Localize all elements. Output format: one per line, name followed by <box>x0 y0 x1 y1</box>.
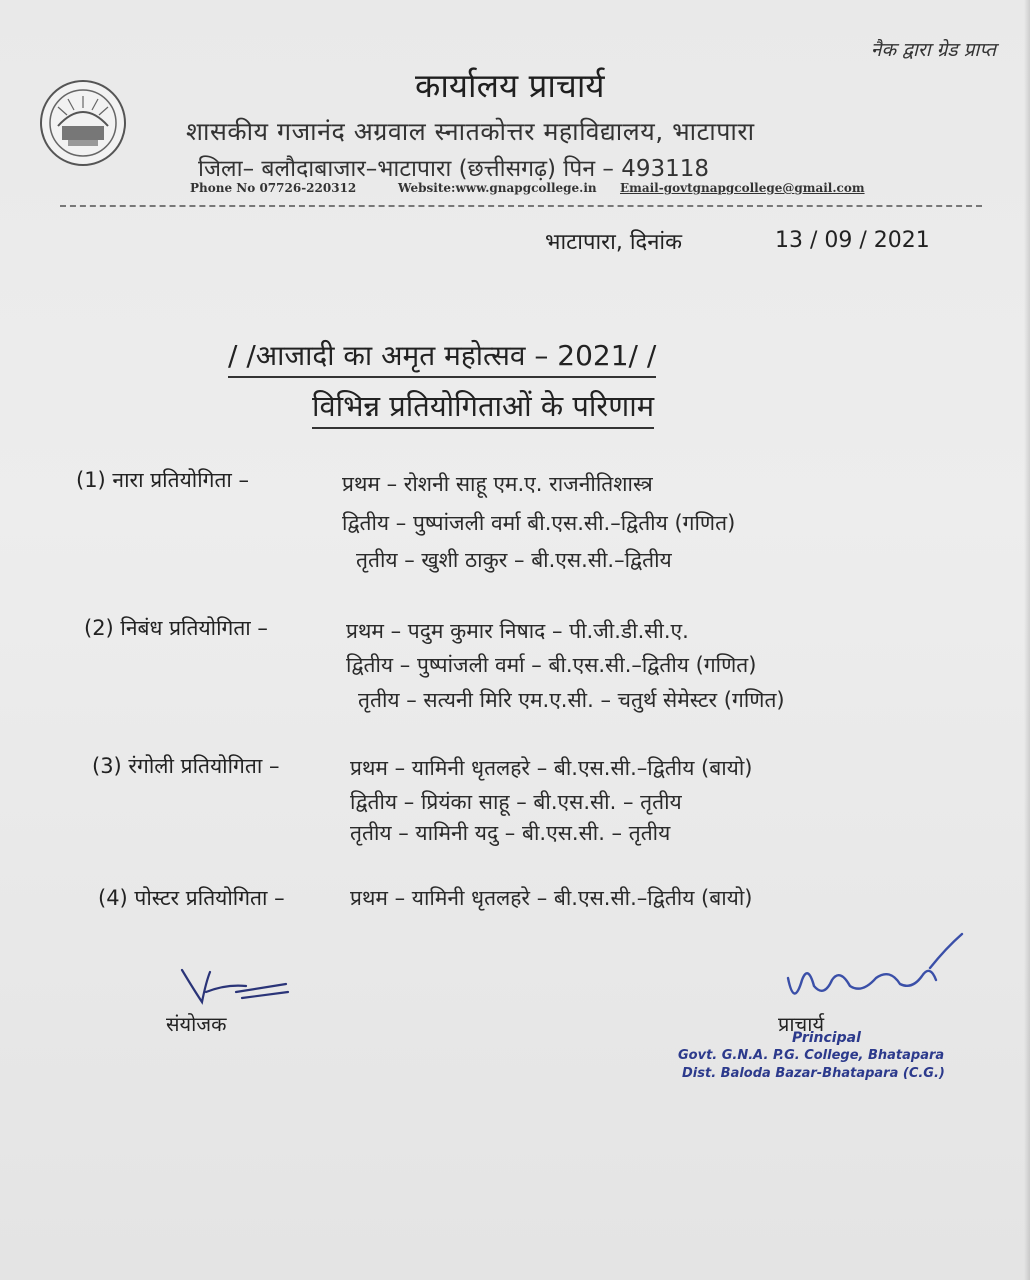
competition-label-slogan: (1) नारा प्रतियोगिता – <box>76 468 250 492</box>
district-address: जिला– बलौदाबाजार–भाटापारा (छत्तीसगढ़) पिन – 493118 <box>198 156 710 182</box>
results-title: विभिन्न प्रतियोगिताओं के परिणाम <box>312 386 654 429</box>
result-line: तृतीय – खुशी ठाकुर – बी.एस.सी.–द्वितीय <box>356 548 672 572</box>
page-edge-shadow <box>1024 0 1030 1280</box>
principal-signature <box>780 928 970 1012</box>
office-title: कार्यालय प्राचार्य <box>415 66 605 105</box>
result-line: द्वितीय – पुष्पांजली वर्मा – बी.एस.सी.–द्वितीय (गणित) <box>346 653 757 677</box>
naac-grade-note: नैक द्वारा ग्रेड प्राप्त <box>870 39 996 61</box>
phone-number: Phone No 07726-220312 <box>190 181 357 195</box>
result-line: द्वितीय – प्रियंका साहू – बी.एस.सी. – तृतीय <box>350 790 682 814</box>
principal-label: प्राचार्य <box>778 1012 825 1036</box>
competition-label-rangoli: (3) रंगोली प्रतियोगिता – <box>92 754 280 778</box>
result-line: प्रथम – यामिनी धृतलहरे – बी.एस.सी.–द्वितीय (बायो) <box>350 756 753 780</box>
header-divider <box>60 205 982 207</box>
result-line: द्वितीय – पुष्पांजली वर्मा बी.एस.सी.–द्वितीय (गणित) <box>342 511 736 535</box>
convener-signature <box>176 962 296 1010</box>
competition-label-essay: (2) निबंध प्रतियोगिता – <box>84 616 268 640</box>
result-line: तृतीय – सत्यनी मिरि एम.ए.सी. – चतुर्थ सेमेस्टर (गणित) <box>358 688 785 712</box>
email-address: Email-govtgnapgcollege@gmail.com <box>620 181 865 195</box>
event-title: / /आजादी का अमृत महोत्सव – 2021/ / <box>228 336 656 378</box>
stamp-college: Govt. G.N.A. P.G. College, Bhatapara <box>678 1048 945 1063</box>
convener-label: संयोजक <box>166 1012 227 1036</box>
stamp-district: Dist. Baloda Bazar-Bhatapara (C.G.) <box>682 1066 945 1081</box>
college-name: शासकीय गजानंद अग्रवाल स्नातकोत्तर महाविद्यालय, भाटापारा <box>186 117 755 146</box>
document-date: 13 / 09 / 2021 <box>775 228 930 253</box>
result-line: प्रथम – यामिनी धृतलहरे – बी.एस.सी.–द्वितीय (बायो) <box>350 886 753 910</box>
result-line: तृतीय – यामिनी यदु – बी.एस.सी. – तृतीय <box>350 821 671 845</box>
college-seal-logo <box>38 78 128 168</box>
competition-label-poster: (4) पोस्टर प्रतियोगिता – <box>98 886 285 910</box>
result-line: प्रथम – पदुम कुमार निषाद – पी.जी.डी.सी.ए. <box>346 619 689 643</box>
website: Website:www.gnapgcollege.in <box>398 181 597 195</box>
stamp-principal: Principal <box>792 1030 861 1046</box>
result-line: प्रथम – रोशनी साहू एम.ए. राजनीतिशास्त्र <box>342 472 653 496</box>
place-label: भाटापारा, दिनांक <box>545 230 683 255</box>
